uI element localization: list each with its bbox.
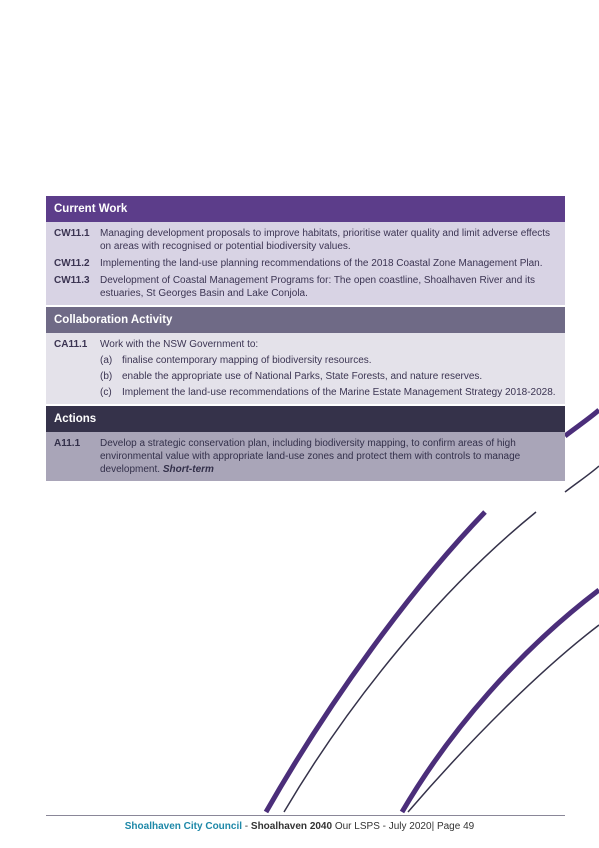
curve-thin-left [284,512,536,812]
footer-separator: - [242,821,251,832]
footer-divider [46,815,565,816]
curve-thin-right [408,625,599,812]
item-text [100,437,557,476]
item-code: CW11.1 [54,228,90,239]
item-text: Managing development proposals to improve habitats, prioritise water quality and limit adverse effects on areas with recognised or potential biodiversity values. [100,228,551,252]
item-text: Development of Coastal Management Programs for: The open coastline, Shoalhaven River and its estuaries, St Georges Basin and Lake Conjola. [100,275,536,299]
item-code: CW11.2 [54,258,90,269]
curve-upper-right-thick [565,410,599,436]
sub-item-text: finalise contemporary mapping of biodiversity resources. [122,355,372,366]
sub-item-text: enable the appropriate use of National Parks, State Forests, and nature reserves. [122,371,483,382]
sub-item-label: (c) [100,387,112,398]
strategy-tables [46,196,565,481]
item-code: CW11.3 [54,275,90,286]
sub-item-text: Implement the land-use recommendations of the Marine Estate Management Strategy 2018-2028. [122,387,556,398]
list-item [54,338,557,399]
action-text: Develop a strategic conservation plan, including biodiversity mapping, to confirm areas of high environmental value with appropriate land-use zones and protect them with controls to manage development. [100,438,521,475]
sub-item [100,386,557,399]
item-intro: Work with the NSW Government to: [100,339,259,350]
collaboration-body [46,333,565,404]
term-emphasis: Short-term [162,464,214,475]
curve-thick-right [402,590,599,812]
current-work-header: Current Work [46,196,565,222]
collaboration-header: Collaboration Activity [46,307,565,333]
actions-header: Actions [46,406,565,432]
list-item [54,227,557,253]
list-item [54,437,557,476]
actions-body [46,432,565,481]
item-code: CA11.1 [54,339,88,350]
footer-page-number: Page 49 [434,821,475,832]
curve-thick-left [266,512,485,812]
footer-doc: Our LSPS - July 2020 [332,821,432,832]
footer-pipe: | [431,821,435,832]
footer-council: Shoalhaven City Council [124,821,243,832]
list-item [54,274,557,300]
page-footer [0,821,599,832]
item-content [100,338,557,399]
sub-item-label: (a) [100,355,113,366]
current-work-body [46,222,565,305]
item-text: Implementing the land-use planning recommendations of the 2018 Coastal Zone Management Plan. [100,258,543,269]
sub-item [100,370,557,383]
sub-item-label: (b) [100,371,113,382]
footer-plan: Shoalhaven 2040 [250,821,333,832]
item-code: A11.1 [54,438,81,449]
curve-upper-right-thin [565,466,599,492]
sub-item [100,354,557,367]
list-item [54,257,557,270]
